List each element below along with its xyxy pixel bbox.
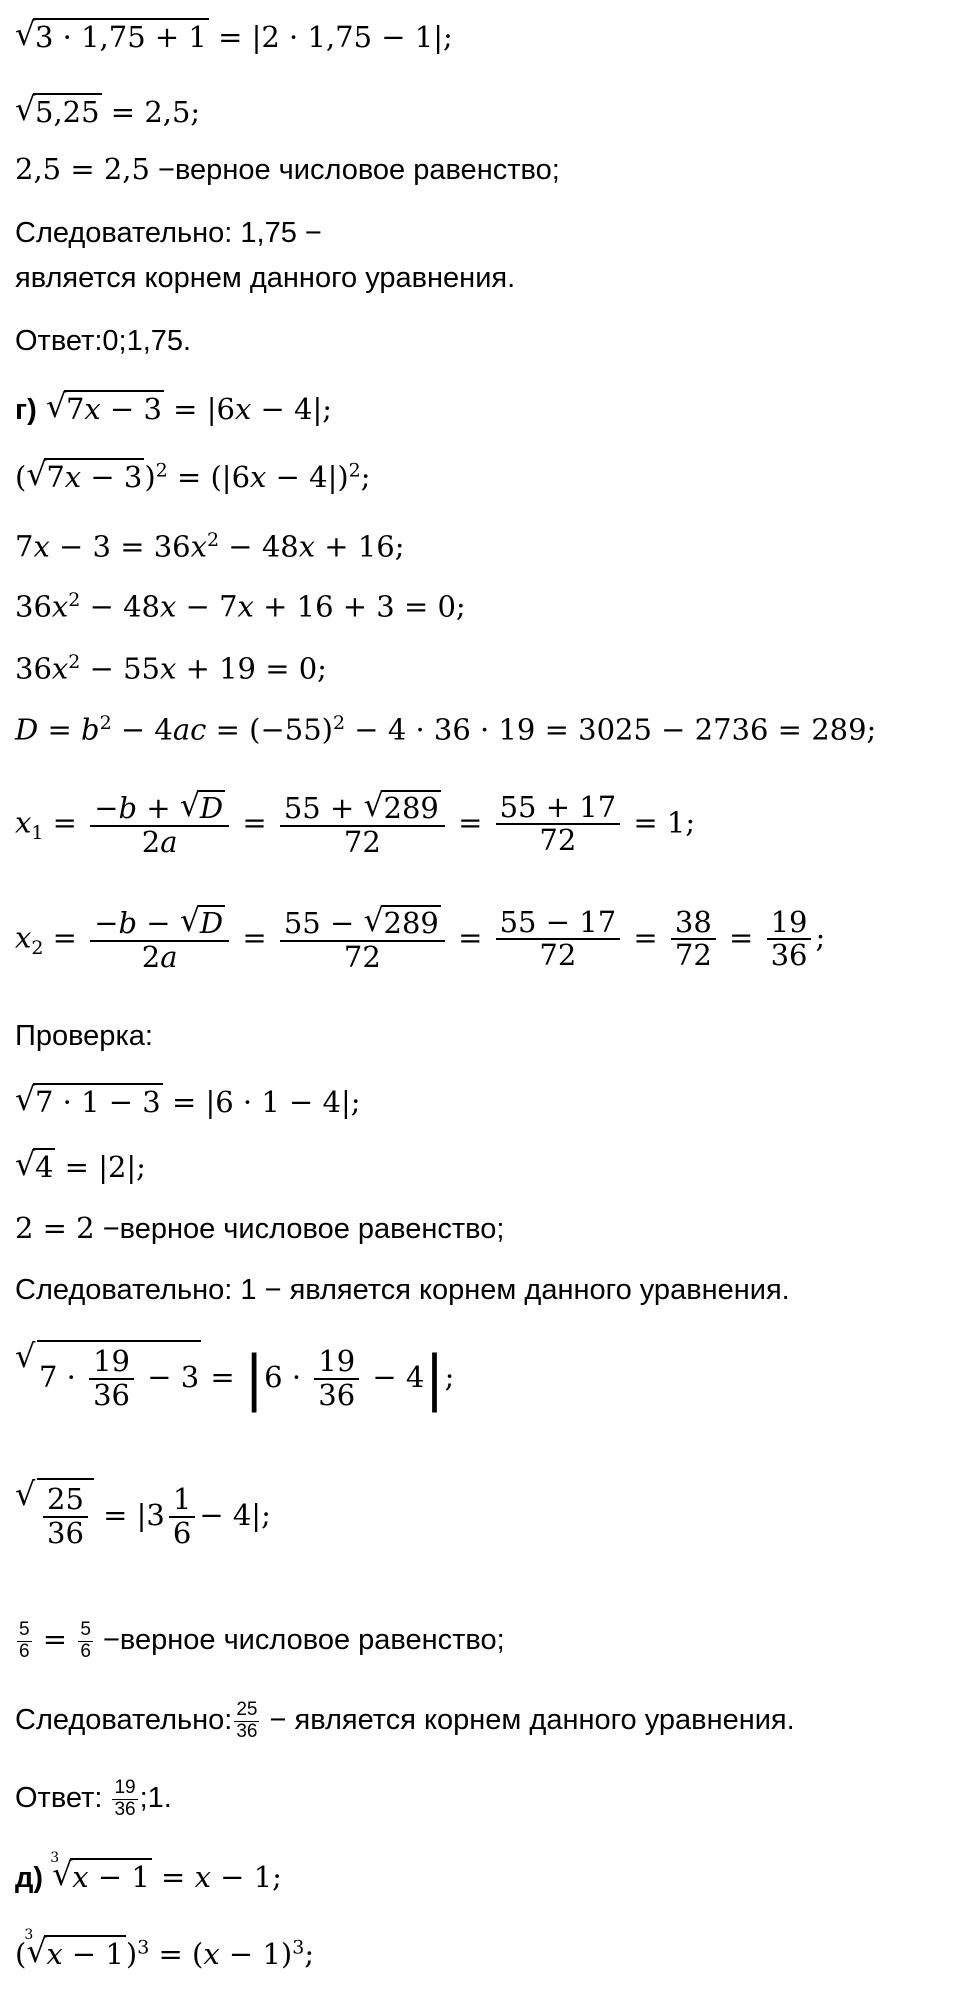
- check-g1: √ 7 · 1 − 3 = |6 · 1 − 4|;: [15, 1083, 361, 1119]
- equality-text: −верное числовое равенство;: [94, 1624, 505, 1657]
- answer-suffix: ;1.: [139, 1782, 172, 1815]
- step-g4: $36x^2 - 55x + 19 = 0$;: [15, 651, 327, 686]
- conclusion-line-1b: является корнем данного уравнения.: [15, 262, 516, 294]
- answer-2: Ответ: $\frac{19}{36}$ ;1.: [15, 1777, 172, 1820]
- answer-prefix: Ответ:: [15, 1782, 111, 1815]
- check-line-2: √ 5,25 = 2,5;: [15, 93, 200, 129]
- sqrt-icon: √ 3 · 1,75 + 1: [15, 18, 209, 54]
- equality-text: −верное числовое равенство;: [94, 1213, 505, 1245]
- sqrt-icon: √ $\frac{25}{36}$: [15, 1478, 94, 1550]
- check-title: Проверка:: [15, 1020, 153, 1052]
- root-x2: $x_2$ = $\frac{-b - √ D}{2a}$ = $\frac{55 - √ 289}{72}$ = $\frac{55 - 17}{72}$ = $\frac{38}{72}$ = $\frac{19}{36}$ ;: [15, 905, 825, 974]
- sqrt-icon: √ 7x − 3: [46, 390, 164, 426]
- cube-root-icon: √ 3 x − 1: [52, 1858, 152, 1894]
- check-g3: √ 7 · $\frac{19}{36}$ − 3 = |6 · $\frac{19}{36}$ − 4|;: [15, 1340, 454, 1413]
- sqrt-icon: √ 7x − 3: [26, 458, 144, 494]
- check-line-1: √ 3 · 1,75 + 1 = |2 · 1,75 − 1|;: [15, 18, 453, 54]
- step-d1: ( √ 3 $x - 1)^3 = (x - 1)^3$;: [15, 1935, 314, 1971]
- problem-d-heading: д) √ 3 x − 1 = x − 1;: [15, 1858, 282, 1895]
- root-x1: $x_1$ = $\frac{-b + √ D}{2a}$ = $\frac{55 + √ 289}{72}$ = $\frac{55 + 17}{72}$ = 1;: [15, 790, 695, 859]
- sqrt-icon: √ 4: [15, 1148, 55, 1184]
- problem-label: г): [15, 394, 37, 426]
- conclusion-line-3: Следовательно: $\frac{25}{36}$ − является корнем данного уравнения.: [15, 1699, 795, 1742]
- equality-line-3: $\frac{5}{6}$ = $\frac{5}{6}$ −верное числовое равенство;: [19, 1619, 505, 1662]
- step-g2: $7x - 3 = 36x^2 - 48x + 16$;: [15, 529, 405, 564]
- equality-line-1: [15, 153, 560, 187]
- discriminant: $D = b^2 - 4ac = (-55)^2 - 4 \cdot 36 \cdot 19 = 3025 - 2736 = 289$;: [15, 712, 877, 747]
- conclusion-suffix: − является корнем данного уравнения.: [261, 1704, 795, 1737]
- conclusion-prefix: Следовательно:: [15, 1704, 233, 1737]
- cube-root-icon: √ 3 x − 1: [26, 1935, 126, 1971]
- answer-1: Ответ:0;1,75.: [15, 325, 192, 357]
- problem-g-heading: г) √ 7x − 3 = |6x − 4|;: [15, 390, 332, 427]
- equality-line-2: [15, 1212, 504, 1246]
- step-g3: $36x^2 - 48x - 7x + 16 + 3 = 0$;: [15, 589, 466, 624]
- problem-label: д): [15, 1862, 44, 1894]
- equality-math: 2 = 2: [15, 1211, 95, 1245]
- sqrt-icon: √ 7 · $\frac{19}{36}$ − 3: [15, 1340, 201, 1412]
- equality-text: −верное числовое равенство;: [149, 154, 560, 186]
- sqrt-icon: √ 5,25: [15, 93, 102, 129]
- check-g4: √ $\frac{25}{36}$ = |3 $\frac{1}{6}$ − 4|;: [15, 1478, 271, 1550]
- check-g2: √ 4 = |2|;: [15, 1148, 146, 1184]
- conclusion-line-1a: Следовательно: 1,75 −: [15, 217, 322, 249]
- sqrt-icon: √ 7 · 1 − 3: [15, 1083, 163, 1119]
- equality-math: 2,5 = 2,5: [15, 152, 150, 186]
- step-g1: (√ $7x - 3)^2 = (|6x - 4|)^2$;: [15, 458, 371, 494]
- conclusion-line-2: Следовательно: 1 − является корнем данного уравнения.: [15, 1274, 790, 1306]
